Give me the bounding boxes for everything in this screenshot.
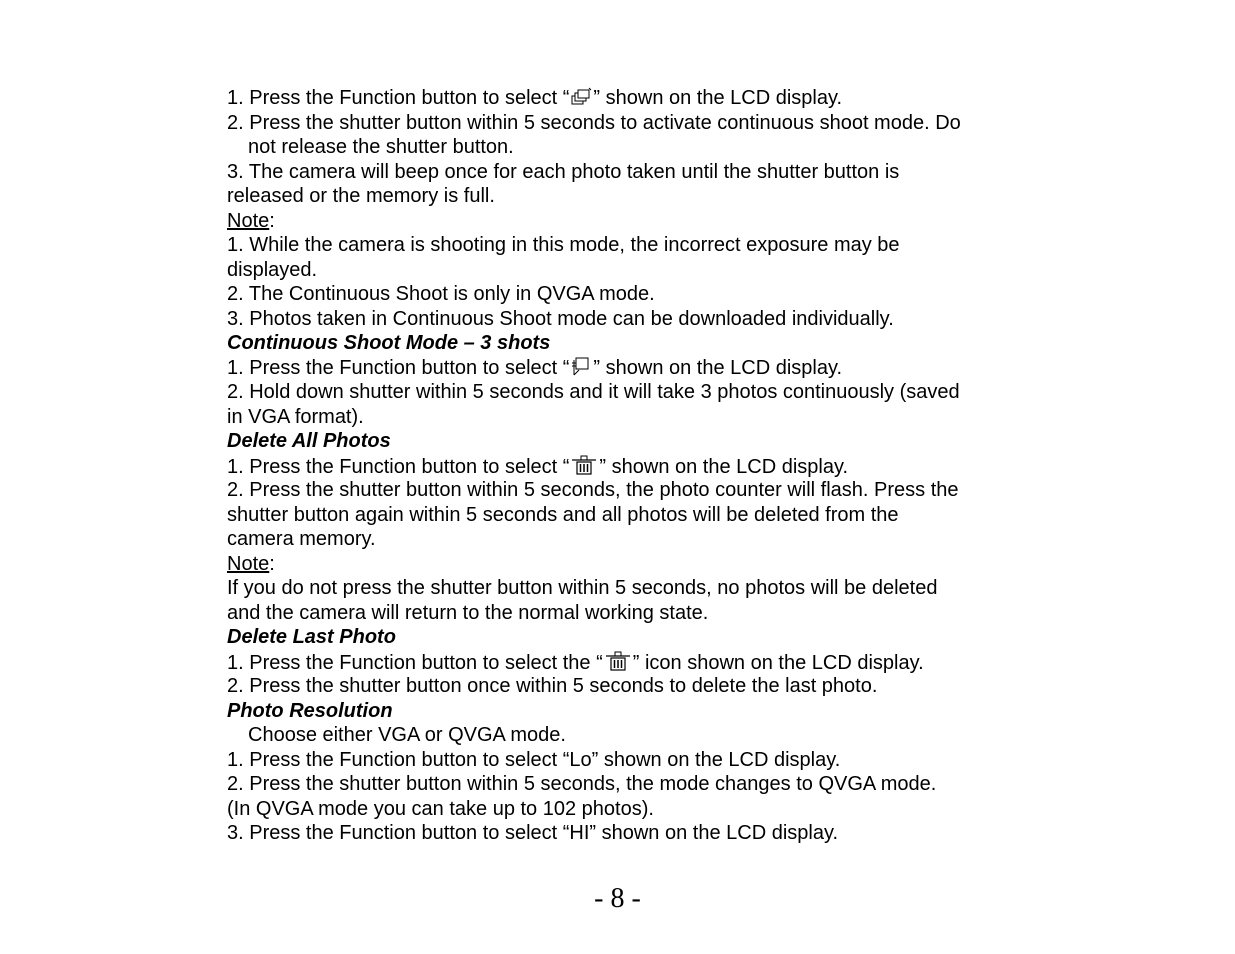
text-line: 2. Press the shutter button within 5 seconds, the mode changes to QVGA mode. xyxy=(227,773,937,795)
section-heading: Delete Last Photo xyxy=(227,626,396,648)
text-line: 3. Photos taken in Continuous Shoot mode can be downloaded individually. xyxy=(227,307,894,330)
text-line: 1. Press the Function button to select “Lo” shown on the LCD display. xyxy=(227,748,841,771)
text-line: If you do not press the shutter button within 5 seconds, no photos will be deleted xyxy=(227,577,938,599)
text-line: released or the memory is full. xyxy=(227,185,495,207)
text-line: 3. Press the Function button to select “HI” shown on the LCD display. xyxy=(227,822,839,844)
note-label: Note: xyxy=(227,552,275,575)
text-line: 2. Press the shutter button once within 5 seconds to delete the last photo. xyxy=(227,675,878,697)
continuous-shoot-icon xyxy=(570,87,592,114)
text-line: 1. Press the Function button to select “ ” shown on the LCD display. xyxy=(227,454,1027,479)
text-line: Choose either VGA or QVGA mode. xyxy=(248,724,566,746)
text-line: not release the shutter button. xyxy=(248,136,514,158)
text-line: and the camera will return to the normal working state. xyxy=(227,601,709,624)
text-line: 1. While the camera is shooting in this mode, the incorrect exposure may be xyxy=(227,234,900,256)
page-number: - 8 - xyxy=(594,883,641,914)
text-line: 2. Press the shutter button within 5 seconds to activate continuous shoot mode. Do xyxy=(227,111,961,134)
text-line: 1. Press the Function button to select “ ” shown on the LCD display. xyxy=(227,356,1027,381)
text-line: 2. The Continuous Shoot is only in QVGA mode. xyxy=(227,283,655,305)
note-label: Note: xyxy=(227,209,275,232)
text-line: 3. The camera will beep once for each photo taken until the shutter button is xyxy=(227,160,900,183)
document-body xyxy=(227,86,1027,846)
text-line: shutter button again within 5 seconds and all photos will be deleted from the xyxy=(227,503,899,526)
text-line: in VGA format). xyxy=(227,405,364,428)
section-heading: Continuous Shoot Mode – 3 shots xyxy=(227,332,551,354)
section-heading: Photo Resolution xyxy=(227,699,393,722)
text-line: (In QVGA mode you can take up to 102 photos). xyxy=(227,797,654,820)
section-heading: Delete All Photos xyxy=(227,430,391,452)
text-line: camera memory. xyxy=(227,528,376,550)
text-line: 2. Press the shutter button within 5 seconds, the photo counter will flash. Press the xyxy=(227,479,959,501)
text-line: displayed. xyxy=(227,258,318,281)
text-line: 2. Hold down shutter within 5 seconds and it will take 3 photos continuously (saved xyxy=(227,381,960,403)
text-line: 1. Press the Function button to select the “ ” icon shown on the LCD display. xyxy=(227,650,1027,675)
text-line: 1. Press the Function button to select “ ” shown on the LCD display. xyxy=(227,86,1027,111)
